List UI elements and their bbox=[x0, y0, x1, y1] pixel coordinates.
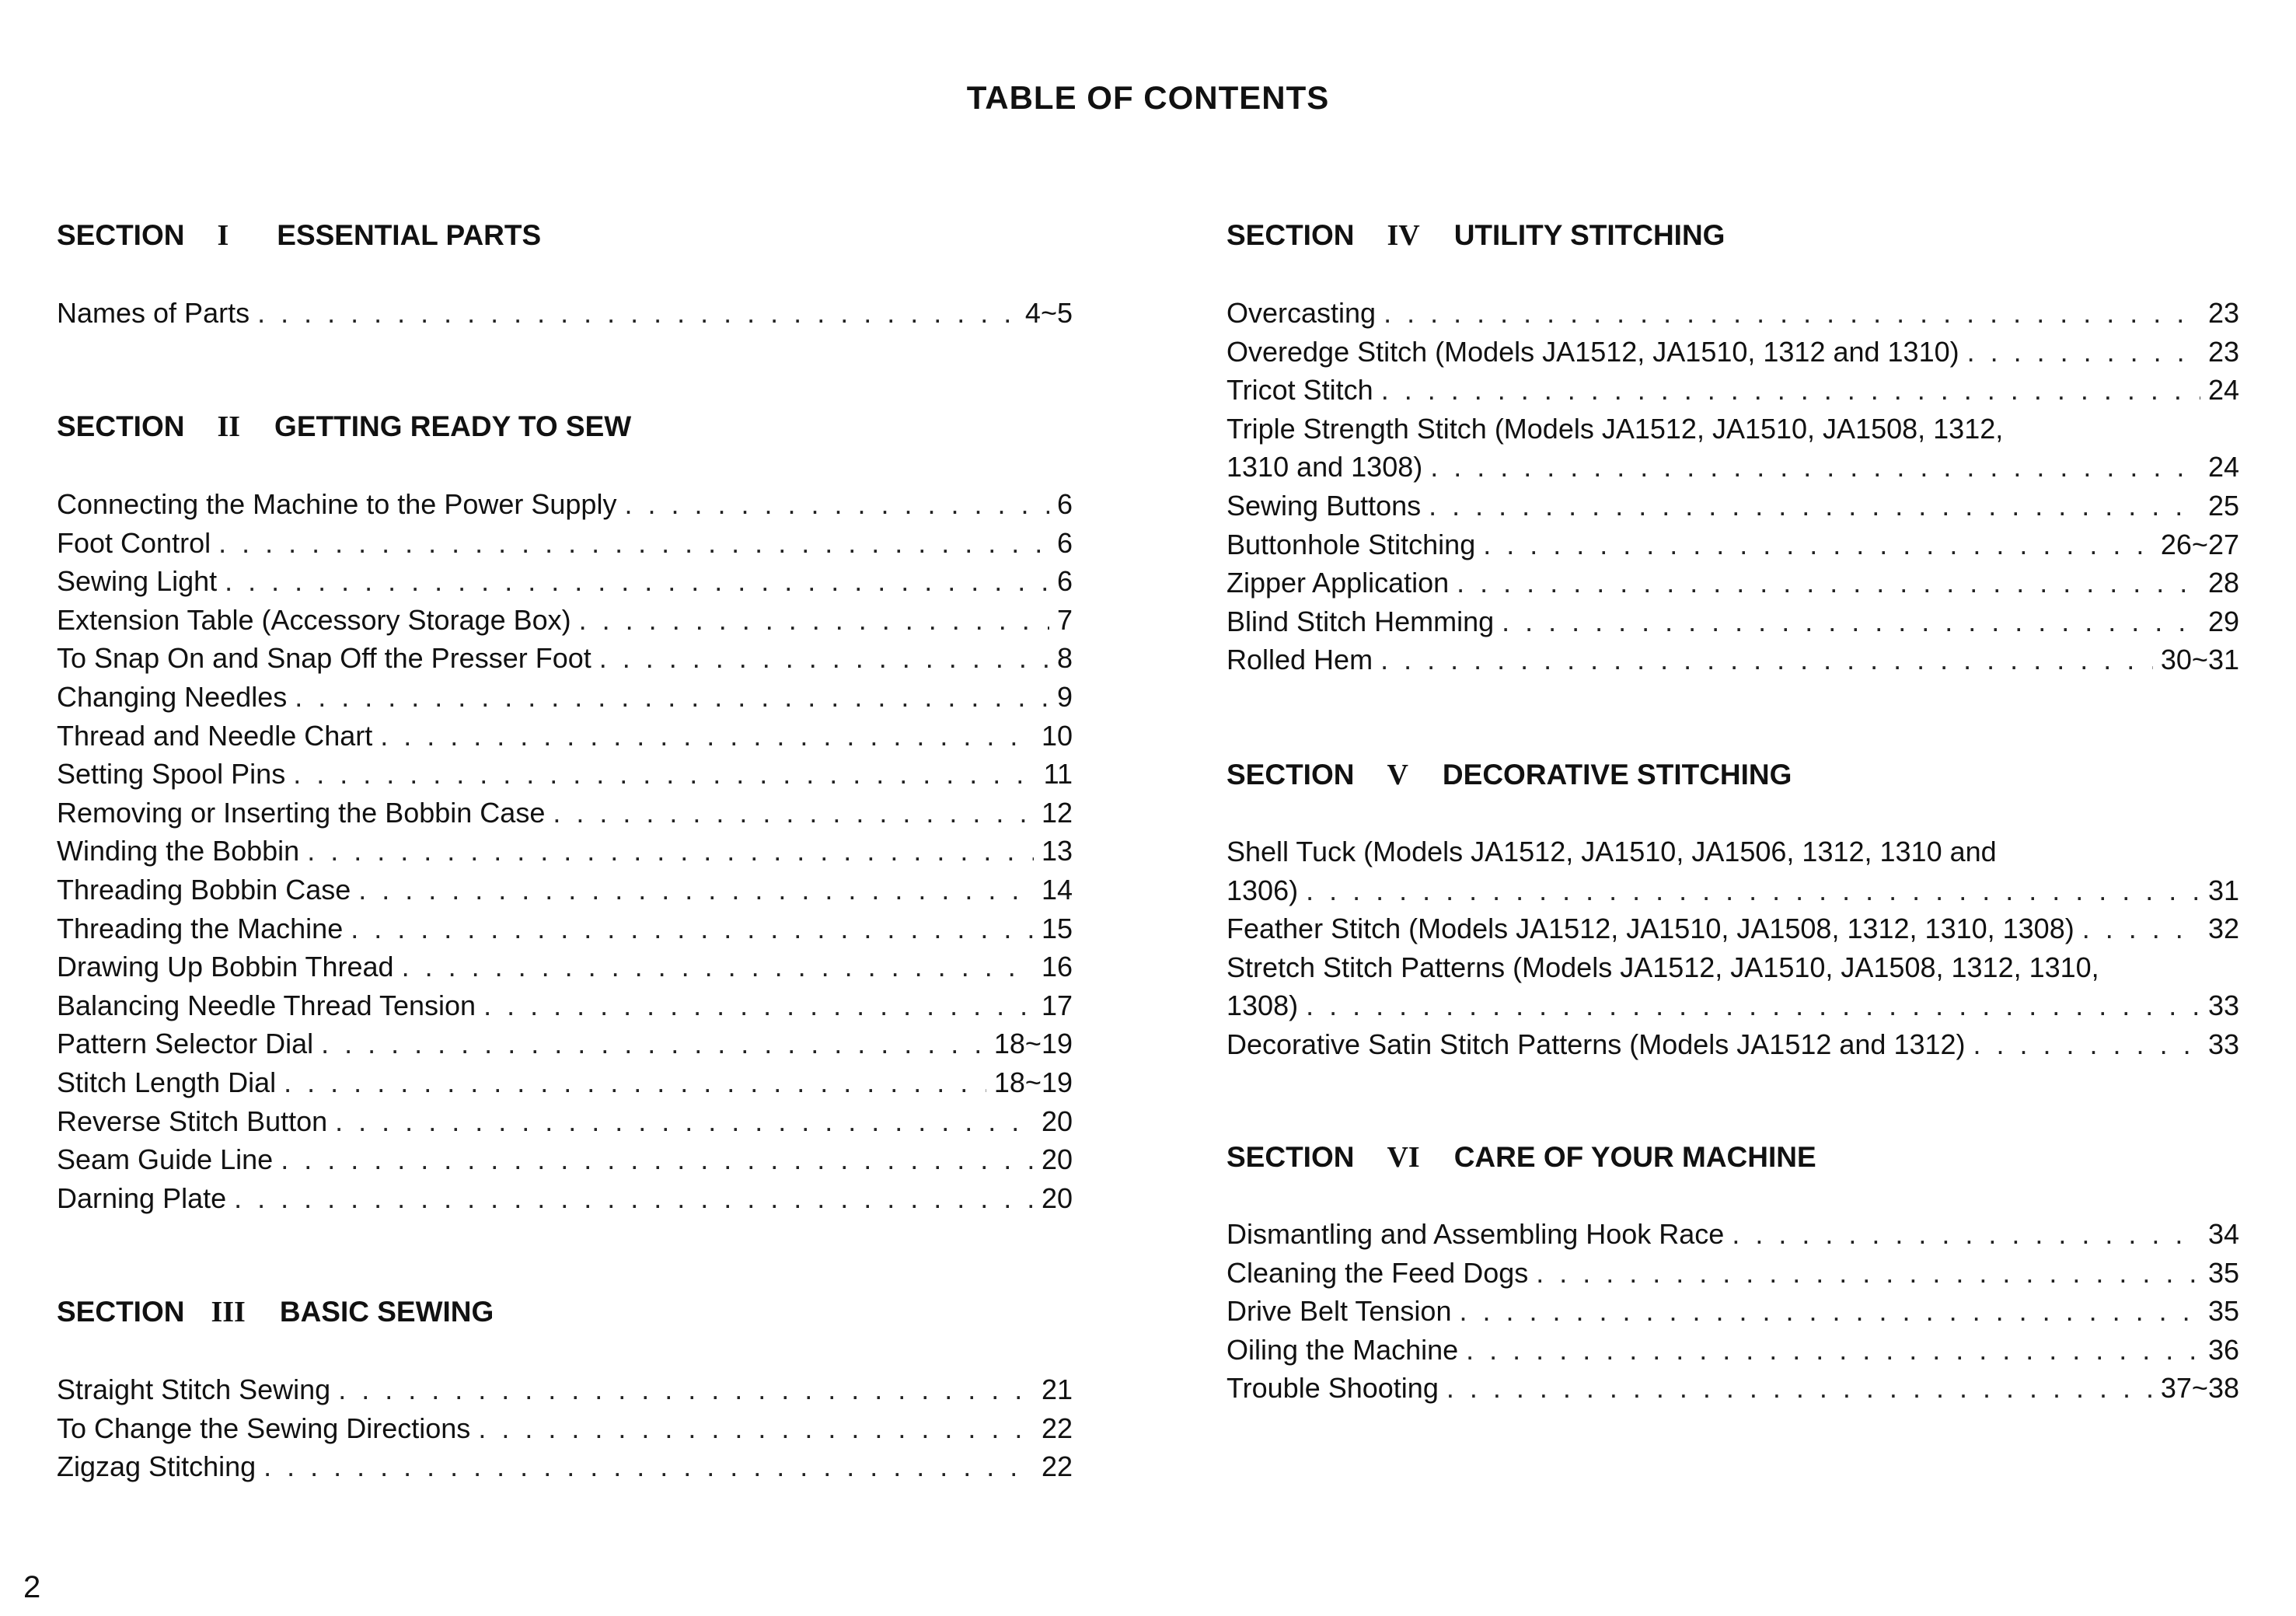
toc-entry-page: 30~31 bbox=[2160, 644, 2239, 676]
toc-entry-page: 31 bbox=[2207, 874, 2239, 906]
dot-leader bbox=[234, 1179, 1034, 1218]
toc-entry-title: Cleaning the Feed Dogs bbox=[1227, 1256, 1529, 1289]
toc-entry-title: 1306) bbox=[1227, 874, 1299, 906]
section-name: DECORATIVE STITCHING bbox=[1442, 759, 1792, 791]
dot-leader bbox=[402, 948, 1034, 986]
dot-leader bbox=[1384, 294, 2200, 333]
toc-entry-page: 35 bbox=[2207, 1256, 2239, 1289]
toc-entry-title: Stitch Length Dial bbox=[57, 1066, 277, 1098]
toc-entry-page: 17 bbox=[1041, 989, 1073, 1021]
section-heading bbox=[1227, 216, 1725, 255]
toc-entry-title: To Change the Sewing Directions bbox=[57, 1412, 471, 1444]
dot-leader bbox=[478, 1409, 1034, 1448]
toc-entry-title: Zigzag Stitching bbox=[57, 1450, 256, 1483]
section-roman-numeral: II bbox=[217, 410, 241, 443]
dot-leader bbox=[1967, 333, 2200, 372]
toc-entry[interactable] bbox=[57, 871, 1073, 909]
toc-entry-title: Blind Stitch Hemming bbox=[1227, 605, 1495, 637]
toc-entry-title: Trouble Shooting bbox=[1227, 1372, 1439, 1405]
toc-entry-page: 23 bbox=[2207, 297, 2239, 329]
section-name: UTILITY STITCHING bbox=[1453, 219, 1725, 251]
toc-entry[interactable] bbox=[57, 986, 1073, 1025]
toc-entry[interactable] bbox=[1227, 1292, 2239, 1331]
toc-entry-title: Sewing Buttons bbox=[1227, 490, 1422, 522]
toc-entry-title: Threading Bobbin Case bbox=[57, 874, 351, 906]
toc-entry[interactable] bbox=[57, 1024, 1073, 1063]
section-name: GETTING READY TO SEW bbox=[274, 410, 632, 442]
dot-leader bbox=[1429, 487, 2200, 525]
toc-entry-title: Winding the Bobbin bbox=[57, 835, 300, 867]
dot-leader bbox=[307, 832, 1034, 871]
toc-entry[interactable] bbox=[57, 524, 1073, 563]
toc-entry-page: 18~19 bbox=[993, 1066, 1073, 1098]
dot-leader bbox=[1446, 1369, 2153, 1408]
section-heading bbox=[1227, 1138, 1816, 1177]
toc-entry-title: Reverse Stitch Button bbox=[57, 1105, 328, 1137]
section-roman-numeral: VI bbox=[1387, 1141, 1420, 1174]
toc-entry[interactable] bbox=[1227, 371, 2239, 410]
section-label: SECTION bbox=[57, 219, 185, 251]
section-label: SECTION bbox=[57, 410, 185, 442]
section-heading bbox=[57, 407, 631, 446]
toc-entry-title: Triple Strength Stitch (Models JA1512, JA1510, JA1508, 1312, bbox=[1227, 412, 2004, 445]
page-number: 2 bbox=[23, 1570, 41, 1604]
toc-entry-page: 4~5 bbox=[1024, 297, 1073, 329]
dot-leader bbox=[483, 986, 1034, 1025]
toc-entry[interactable] bbox=[57, 294, 1073, 333]
dot-leader bbox=[293, 755, 1035, 794]
toc-entry-page: 20 bbox=[1041, 1181, 1073, 1214]
toc-entry-page: 24 bbox=[2207, 451, 2239, 483]
toc-entry-title: Dismantling and Assembling Hook Race bbox=[1227, 1218, 1725, 1250]
toc-entry-title: Sewing Light bbox=[57, 565, 218, 598]
dot-leader bbox=[624, 485, 1049, 524]
toc-entry[interactable] bbox=[1227, 1369, 2239, 1408]
toc-entry-title: Stretch Stitch Patterns (Models JA1512, JA1510, JA1508, 1312, 1310, bbox=[1227, 951, 2099, 983]
toc-entry[interactable] bbox=[57, 562, 1073, 601]
dot-leader bbox=[2082, 909, 2200, 948]
toc-entry-page: 10 bbox=[1041, 719, 1073, 752]
toc-entry[interactable] bbox=[1227, 525, 2239, 564]
toc-entry-title: Removing or Inserting the Bobbin Case bbox=[57, 796, 546, 829]
section-name: CARE OF YOUR MACHINE bbox=[1453, 1141, 1816, 1173]
dot-leader bbox=[1430, 448, 2200, 487]
toc-entry[interactable] bbox=[57, 1102, 1073, 1141]
dot-leader bbox=[1306, 986, 2200, 1025]
toc-entry-page: 13 bbox=[1041, 835, 1073, 867]
toc-entry-page: 33 bbox=[2207, 989, 2239, 1022]
section-roman-numeral: III bbox=[211, 1296, 246, 1328]
page-title: TABLE OF CONTENTS bbox=[966, 79, 1330, 116]
toc-entry-page: 9 bbox=[1056, 681, 1073, 713]
toc-entry[interactable] bbox=[57, 639, 1073, 678]
toc-entry-page: 18~19 bbox=[993, 1028, 1073, 1060]
toc-entry-page: 23 bbox=[2207, 335, 2239, 368]
toc-entry[interactable] bbox=[57, 1447, 1073, 1486]
toc-entry-page: 26~27 bbox=[2160, 528, 2239, 560]
toc-entry[interactable] bbox=[57, 909, 1073, 948]
toc-entry-page: 15 bbox=[1041, 912, 1073, 944]
dot-leader bbox=[1466, 1331, 2200, 1370]
dot-leader bbox=[335, 1102, 1034, 1141]
toc-entry-title: Decorative Satin Stitch Patterns (Models JA1512 and 1312) bbox=[1227, 1028, 1966, 1060]
toc-entry[interactable] bbox=[57, 1140, 1073, 1179]
dot-leader bbox=[1381, 371, 2200, 410]
toc-entry-page: 34 bbox=[2207, 1218, 2239, 1250]
toc-entry-title: Threading the Machine bbox=[57, 912, 344, 944]
section-label: SECTION bbox=[1227, 219, 1355, 251]
toc-entry-page: 20 bbox=[1041, 1143, 1073, 1176]
toc-entry[interactable] bbox=[57, 678, 1073, 717]
toc-entry[interactable] bbox=[1227, 294, 2239, 333]
dot-leader bbox=[257, 294, 1017, 333]
section-label: SECTION bbox=[1227, 1141, 1355, 1173]
toc-entry-page: 6 bbox=[1056, 526, 1073, 559]
dot-leader bbox=[338, 1370, 1034, 1409]
dot-leader bbox=[1306, 871, 2200, 910]
dot-leader bbox=[553, 794, 1034, 832]
toc-entry-title: 1310 and 1308) bbox=[1227, 451, 1423, 483]
toc-entry-title: Straight Stitch Sewing bbox=[57, 1373, 331, 1405]
dot-leader bbox=[579, 601, 1049, 640]
toc-entry[interactable] bbox=[57, 755, 1073, 794]
toc-entry-page: 37~38 bbox=[2160, 1372, 2239, 1405]
toc-entry-title: Seam Guide Line bbox=[57, 1143, 274, 1176]
toc-entry[interactable] bbox=[57, 1409, 1073, 1448]
toc-entry[interactable] bbox=[1227, 909, 2239, 948]
toc-entry[interactable] bbox=[57, 1063, 1073, 1102]
toc-entry[interactable] bbox=[1227, 448, 2239, 487]
toc-entry[interactable] bbox=[1227, 333, 2239, 372]
toc-entry[interactable] bbox=[1227, 948, 2239, 987]
dot-leader bbox=[218, 524, 1049, 563]
toc-entry[interactable] bbox=[57, 948, 1073, 986]
toc-entry[interactable] bbox=[57, 601, 1073, 640]
dot-leader bbox=[1459, 1292, 2200, 1331]
dot-leader bbox=[380, 717, 1034, 756]
toc-entry[interactable] bbox=[1227, 871, 2239, 910]
toc-entry[interactable] bbox=[1227, 832, 2239, 871]
section-heading bbox=[57, 1293, 494, 1332]
toc-entry-title: Darning Plate bbox=[57, 1181, 227, 1214]
toc-entry[interactable] bbox=[57, 485, 1073, 524]
toc-entry-title: Thread and Needle Chart bbox=[57, 719, 373, 752]
toc-entry-page: 35 bbox=[2207, 1295, 2239, 1328]
dot-leader bbox=[295, 678, 1049, 717]
dot-leader bbox=[284, 1063, 986, 1102]
toc-entry-page: 11 bbox=[1043, 758, 1073, 791]
section-name: BASIC SEWING bbox=[279, 1296, 494, 1328]
toc-entry[interactable] bbox=[1227, 564, 2239, 602]
toc-entry-title: Extension Table (Accessory Storage Box) bbox=[57, 603, 571, 636]
toc-entry[interactable] bbox=[1227, 1215, 2239, 1254]
toc-entry-page: 8 bbox=[1056, 642, 1073, 675]
toc-entry-page: 20 bbox=[1041, 1105, 1073, 1137]
section-roman-numeral: IV bbox=[1387, 219, 1420, 252]
section-label: SECTION bbox=[57, 1296, 185, 1328]
toc-entry-title: Feather Stitch (Models JA1512, JA1510, JA1508, 1312, 1310, 1308) bbox=[1227, 913, 2074, 945]
toc-entry-page: 24 bbox=[2207, 374, 2239, 407]
toc-entry-title: Buttonhole Stitching bbox=[1227, 528, 1476, 560]
toc-entry-title: To Snap On and Snap Off the Presser Foot bbox=[57, 642, 591, 675]
dot-leader bbox=[1502, 602, 2200, 641]
toc-entry-page: 25 bbox=[2207, 490, 2239, 522]
section-heading bbox=[57, 216, 541, 255]
toc-entry-title: Overedge Stitch (Models JA1512, JA1510, 1312 and 1310) bbox=[1227, 335, 1959, 368]
section-roman-numeral: V bbox=[1387, 759, 1408, 791]
toc-entry-page: 7 bbox=[1056, 603, 1073, 636]
toc-entry-title: Changing Needles bbox=[57, 681, 288, 713]
dot-leader bbox=[1973, 1025, 2200, 1064]
toc-entry[interactable] bbox=[57, 832, 1073, 871]
toc-entry[interactable] bbox=[1227, 640, 2239, 679]
dot-leader bbox=[321, 1024, 986, 1063]
toc-entry[interactable] bbox=[57, 794, 1073, 832]
dot-leader bbox=[1380, 640, 2153, 679]
toc-entry-title: Oiling the Machine bbox=[1227, 1333, 1459, 1366]
toc-entry-page: 12 bbox=[1041, 796, 1073, 829]
toc-entry-page: 21 bbox=[1041, 1373, 1073, 1405]
toc-entry-page: 22 bbox=[1041, 1412, 1073, 1444]
toc-entry-page: 6 bbox=[1056, 488, 1073, 520]
toc-entry[interactable] bbox=[1227, 1331, 2239, 1370]
toc-entry[interactable] bbox=[1227, 487, 2239, 525]
toc-entry[interactable] bbox=[57, 717, 1073, 756]
toc-entry-title: Balancing Needle Thread Tension bbox=[57, 989, 476, 1021]
toc-entry[interactable] bbox=[1227, 1254, 2239, 1293]
toc-entry-page: 29 bbox=[2207, 605, 2239, 637]
toc-entry-title: Pattern Selector Dial bbox=[57, 1028, 314, 1060]
toc-entry-page: 36 bbox=[2207, 1333, 2239, 1366]
toc-entry-page: 16 bbox=[1041, 951, 1073, 983]
toc-entry-title: 1308) bbox=[1227, 989, 1299, 1022]
dot-leader bbox=[281, 1140, 1034, 1179]
toc-entry-title: Overcasting bbox=[1227, 297, 1377, 329]
dot-leader bbox=[225, 562, 1049, 601]
toc-entry[interactable] bbox=[1227, 1025, 2239, 1064]
toc-entry-title: Zipper Application bbox=[1227, 567, 1450, 599]
toc-entry-title: Names of Parts bbox=[57, 297, 250, 329]
dot-leader bbox=[599, 639, 1049, 678]
toc-entry[interactable] bbox=[1227, 986, 2239, 1025]
toc-entry-page: 14 bbox=[1041, 874, 1073, 906]
toc-entry[interactable] bbox=[57, 1370, 1073, 1409]
toc-entry-page: 33 bbox=[2207, 1028, 2239, 1060]
toc-entry[interactable] bbox=[1227, 602, 2239, 641]
dot-leader bbox=[351, 909, 1034, 948]
toc-entry-title: Drive Belt Tension bbox=[1227, 1295, 1452, 1328]
dot-leader bbox=[1457, 564, 2200, 602]
section-label: SECTION bbox=[1227, 759, 1355, 791]
section-heading bbox=[1227, 756, 1792, 794]
section-name: ESSENTIAL PARTS bbox=[277, 219, 542, 251]
toc-entry-title: Shell Tuck (Models JA1512, JA1510, JA1506, 1312, 1310 and bbox=[1227, 836, 1997, 867]
dot-leader bbox=[263, 1447, 1034, 1486]
toc-entry-title: Rolled Hem bbox=[1227, 644, 1373, 676]
toc-entry-page: 22 bbox=[1041, 1450, 1073, 1483]
dot-leader bbox=[1536, 1254, 2200, 1293]
dot-leader bbox=[1732, 1215, 2200, 1254]
dot-leader bbox=[1483, 525, 2153, 564]
toc-entry[interactable] bbox=[1227, 410, 2239, 449]
toc-entry[interactable] bbox=[57, 1179, 1073, 1218]
toc-entry-page: 28 bbox=[2207, 567, 2239, 599]
toc-entry-title: Tricot Stitch bbox=[1227, 374, 1373, 407]
section-roman-numeral: I bbox=[217, 219, 229, 252]
toc-entry-title: Foot Control bbox=[57, 526, 211, 559]
toc-entry-page: 6 bbox=[1056, 565, 1073, 598]
toc-entry-title: Drawing Up Bobbin Thread bbox=[57, 951, 394, 983]
dot-leader bbox=[358, 871, 1034, 909]
toc-entry-page: 32 bbox=[2207, 913, 2239, 945]
toc-entry-title: Setting Spool Pins bbox=[57, 758, 286, 791]
toc-entry-title: Connecting the Machine to the Power Supply bbox=[57, 488, 617, 520]
